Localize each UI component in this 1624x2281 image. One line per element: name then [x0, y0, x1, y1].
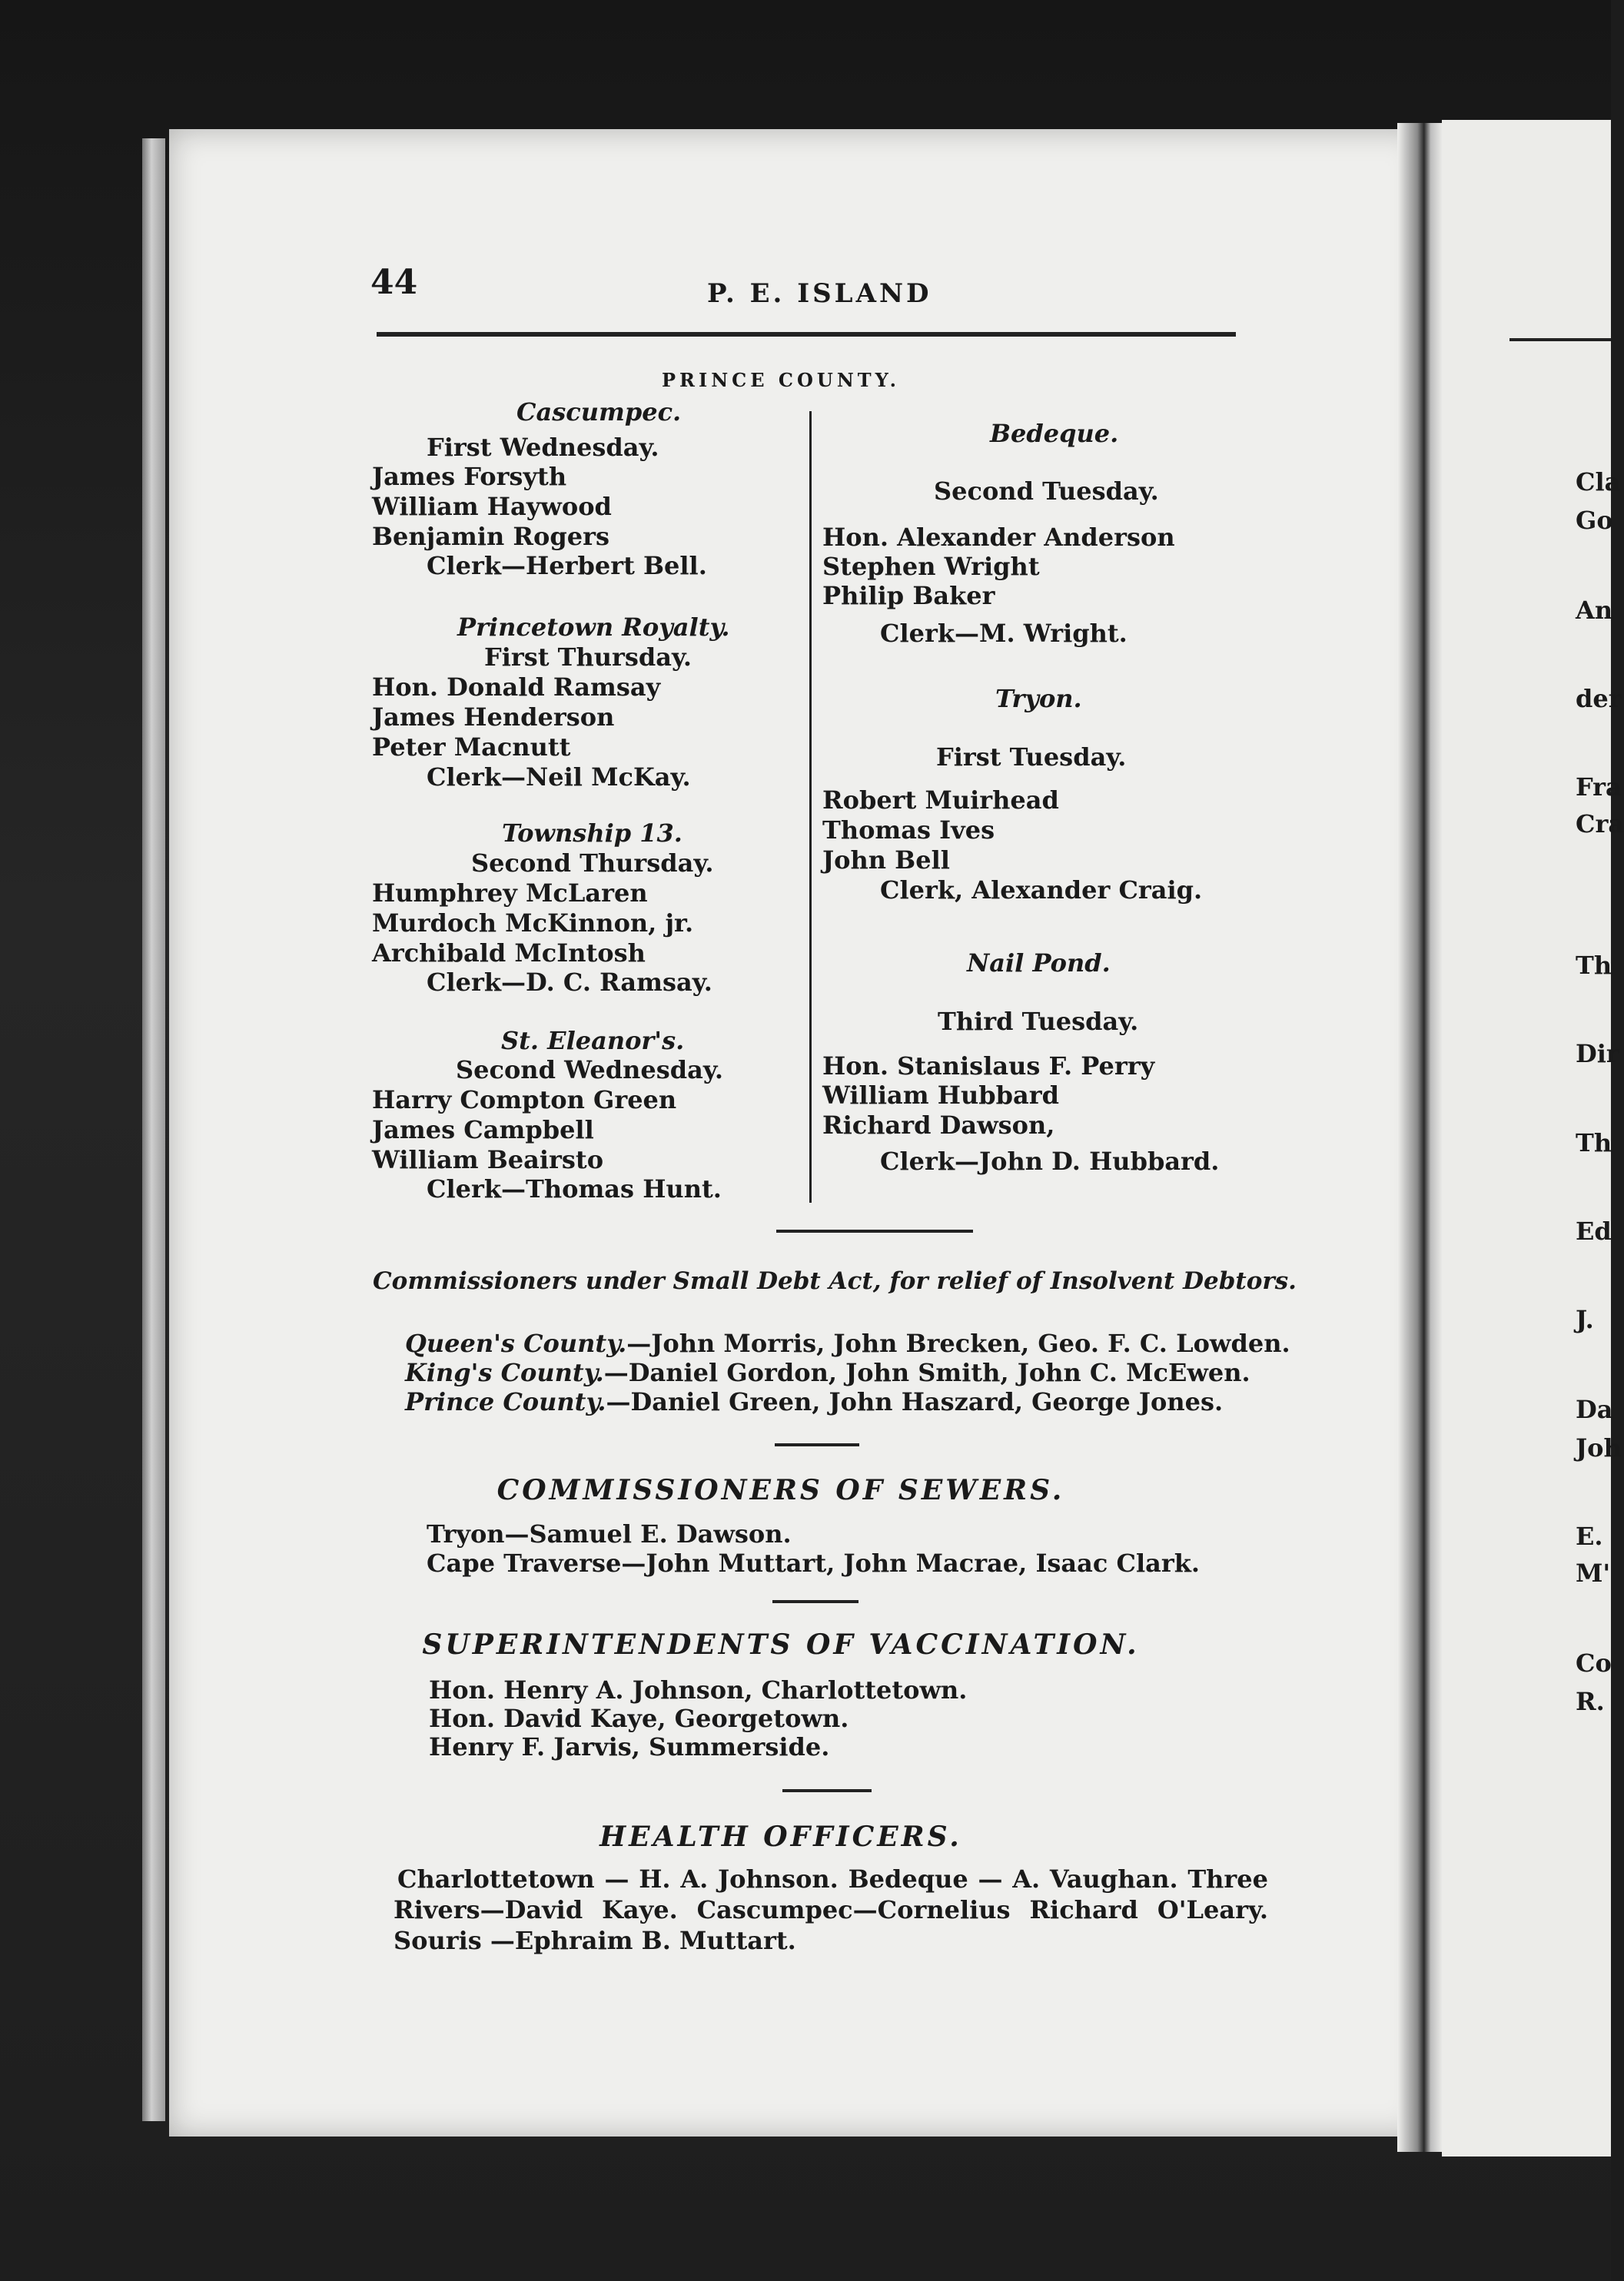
- meeting-day: Third Tuesday.: [938, 1007, 1139, 1036]
- clerk-line: Clerk—M. Wright.: [880, 619, 1128, 648]
- county-name: King's County.: [405, 1358, 604, 1387]
- meeting-day: Second Wednesday.: [456, 1055, 723, 1084]
- member-name: Hon. Stanislaus F. Perry: [822, 1051, 1155, 1081]
- district-name: Princetown Royalty.: [457, 613, 730, 642]
- sewers-line: Tryon—Samuel E. Dawson.: [427, 1519, 792, 1549]
- meeting-day: First Tuesday.: [936, 742, 1127, 772]
- member-name: Harry Compton Green: [372, 1085, 677, 1114]
- member-name: Philip Baker: [822, 581, 995, 610]
- adjacent-page-fragment: Cra: [1576, 809, 1624, 838]
- commissioner-names: —Daniel Gordon, John Smith, John C. McEwen.: [603, 1358, 1250, 1387]
- meeting-day: Second Thursday.: [471, 848, 714, 878]
- adjacent-page-fragment: An: [1576, 596, 1613, 625]
- small-debt-entry: [405, 1360, 1250, 1385]
- section-rule: [775, 1443, 859, 1446]
- adjacent-page-fragment: Go: [1576, 506, 1613, 535]
- running-head: P. E. ISLAND: [707, 278, 932, 309]
- small-debt-heading: Commissioners under Small Debt Act, for relief of Insolvent Debtors.: [373, 1267, 1297, 1295]
- member-name: Benjamin Rogers: [372, 522, 609, 551]
- clerk-line: Clerk—Thomas Hunt.: [427, 1174, 722, 1204]
- district-name: Nail Pond.: [967, 948, 1111, 978]
- page-number: 44: [370, 263, 418, 302]
- district-name: Tryon.: [995, 684, 1082, 713]
- district-name: Bedeque.: [990, 419, 1119, 448]
- adjacent-page-fragment: Th: [1576, 1128, 1612, 1157]
- vaccination-line: Hon. Henry A. Johnson, Charlottetown.: [429, 1675, 968, 1705]
- clerk-line: Clerk—Herbert Bell.: [427, 551, 707, 580]
- adjacent-page-fragment: Dir: [1576, 1039, 1619, 1068]
- member-name: Humphrey McLaren: [372, 878, 648, 908]
- member-name: William Hubbard: [822, 1081, 1059, 1110]
- sewers-heading: [0, 1474, 1611, 1506]
- meeting-day: First Thursday.: [484, 642, 692, 672]
- section-rule: [782, 1789, 872, 1792]
- column-divider: [809, 411, 812, 1203]
- sewers-line: Cape Traverse—John Muttart, John Macrae, Isaac Clark.: [427, 1549, 1201, 1578]
- section-rule: [772, 1600, 858, 1603]
- member-name: Hon. Alexander Anderson: [822, 523, 1175, 552]
- small-debt-entry: [405, 1331, 1290, 1356]
- meeting-day: First Wednesday.: [427, 433, 659, 462]
- member-name: William Beairsto: [372, 1145, 604, 1174]
- county-name: Queen's County.: [405, 1329, 627, 1358]
- vaccination-line: Hon. David Kaye, Georgetown.: [429, 1704, 849, 1733]
- health-heading: [0, 1821, 1611, 1853]
- meeting-day: Second Tuesday.: [934, 476, 1159, 506]
- sewers-heading-text: COMMISSIONERS OF SEWERS.: [496, 1474, 1065, 1506]
- member-name: William Haywood: [372, 492, 612, 521]
- health-heading-text: HEALTH OFFICERS.: [599, 1821, 962, 1853]
- clerk-line: Clerk, Alexander Craig.: [880, 875, 1203, 905]
- clerk-line: Clerk—D. C. Ramsay.: [427, 968, 712, 997]
- section-rule: [776, 1230, 973, 1233]
- adjacent-page-fragment: E.: [1576, 1522, 1603, 1551]
- clerk-line: Clerk—John D. Hubbard.: [880, 1147, 1220, 1176]
- district-name: St. Eleanor's.: [501, 1026, 685, 1055]
- member-name: Richard Dawson,: [822, 1111, 1055, 1140]
- adjacent-page-fragment: Cla: [1576, 467, 1621, 496]
- commissioner-names: —Daniel Green, John Haszard, George Jones.: [606, 1387, 1224, 1416]
- commissioner-names: —John Morris, John Brecken, Geo. F. C. Lowden.: [626, 1329, 1290, 1358]
- member-name: John Bell: [822, 845, 950, 875]
- health-officers-paragraph: Charlottetown — H. A. Johnson. Bedeque — A. Vaughan. Three Rivers—David Kaye. Cascumpec—Cornelius Richard O'Leary. Souris —Ephraim B. Muttart.: [394, 1864, 1268, 1955]
- member-name: Stephen Wright: [822, 552, 1040, 581]
- adjacent-page-fragment: M': [1576, 1559, 1611, 1588]
- adjacent-page-fragment: Joh: [1576, 1433, 1622, 1463]
- vaccination-heading-text: SUPERINTENDENTS OF VACCINATION.: [422, 1629, 1140, 1661]
- adjacent-page-fragment: Da: [1576, 1395, 1613, 1424]
- member-name: Murdoch McKinnon, jr.: [372, 908, 694, 938]
- district-name: Township 13.: [502, 818, 682, 848]
- adjacent-page-rule: [1509, 338, 1611, 341]
- county-title-text: PRINCE COUNTY.: [661, 369, 901, 391]
- member-name: Thomas Ives: [822, 815, 995, 845]
- clerk-line: Clerk—Neil McKay.: [427, 762, 691, 792]
- member-name: Hon. Donald Ramsay: [372, 672, 661, 702]
- district-name: Cascumpec.: [516, 397, 682, 427]
- small-debt-entry: [405, 1387, 1224, 1416]
- member-name: James Forsyth: [372, 462, 567, 491]
- header-rule: [377, 332, 1236, 337]
- adjacent-page-fragment: Fra: [1576, 772, 1622, 802]
- adjacent-page-fragment: Ed: [1576, 1217, 1612, 1246]
- vaccination-line: Henry F. Jarvis, Summerside.: [429, 1732, 830, 1761]
- adjacent-page-fragment: J.: [1576, 1305, 1594, 1334]
- county-title: [0, 369, 1611, 391]
- adjacent-page-fragment: der: [1576, 684, 1622, 713]
- adjacent-page-fragment: R.: [1576, 1687, 1605, 1716]
- vaccination-heading: [0, 1629, 1611, 1661]
- county-name: Prince County.: [405, 1387, 606, 1416]
- member-name: Archibald McIntosh: [372, 938, 646, 968]
- member-name: Peter Macnutt: [372, 732, 571, 762]
- adjacent-page-fragment: Co: [1576, 1648, 1612, 1678]
- member-name: Robert Muirhead: [822, 785, 1059, 815]
- adjacent-page-fragment: Th: [1576, 951, 1612, 980]
- member-name: James Campbell: [372, 1115, 594, 1144]
- member-name: James Henderson: [372, 702, 615, 732]
